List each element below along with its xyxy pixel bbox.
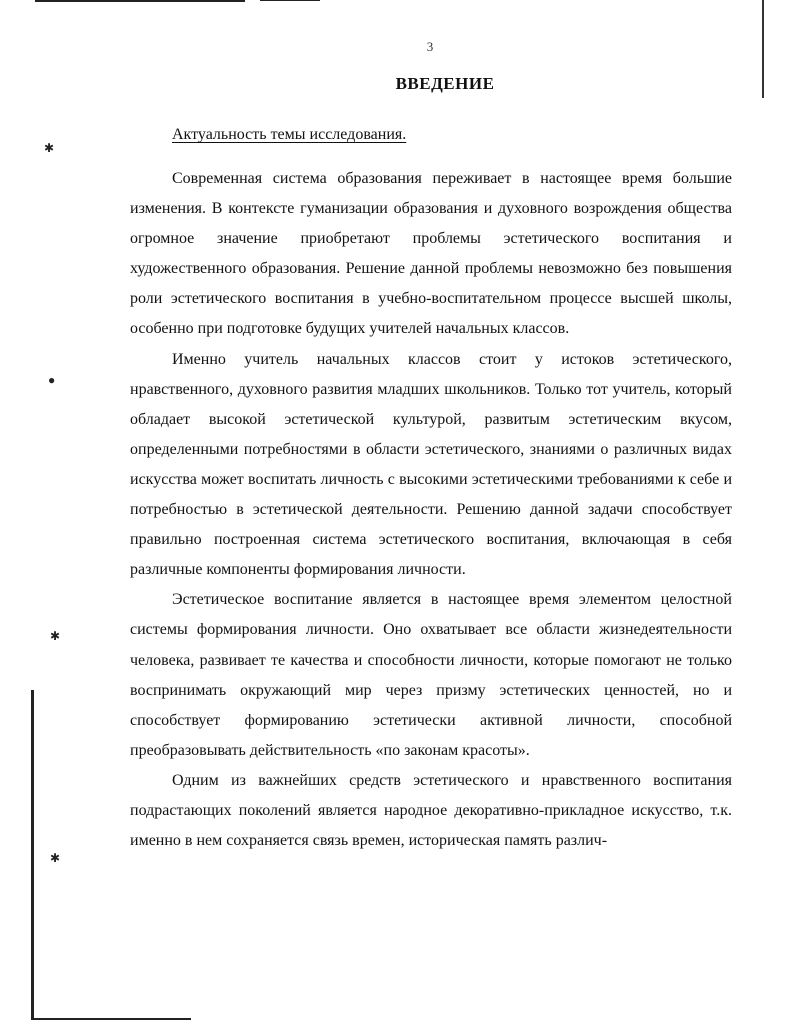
scan-speck: ✱ (50, 629, 61, 643)
body-text (130, 164, 732, 856)
paragraph: Эстетическое воспитание является в настоящее время элементом целостной системы формирования личности. Оно охватывает все области жизнедеятельности человека, развивает те качества и способности личности, которые помогают не только воспринимать окружающий мир через призму эстетических ценностей, но и способствует формированию эстетически активной личности, способной преобразовывать действительность «по законам красоты». (130, 591, 732, 759)
page-number: 3 (426, 39, 434, 54)
section-subheading: Актуальность темы исследования. (172, 126, 407, 143)
scan-artifact-top-line-short (260, 0, 320, 1)
paragraph: Именно учитель начальных классов стоит у истоков эстетического, нравственного, духовного развития младших школьников. Только тот учитель, который обладает высокой эстетической культурой, развитым эстетическим вкусом, определенными потребностями в области эстетического, знаниями о различных видах искусства может воспитать личность с высокими эстетическими требованиями к себе и потребностью в эстетической деятельности. Решению данной задачи способствует правильно построенная система эстетического воспитания, включающая в себя различные компоненты формирования личности. (130, 350, 732, 579)
page-title: ВВЕДЕНИЕ (395, 74, 495, 93)
paragraph: Современная система образования переживает в настоящее время большие изменения. В контексте гуманизации образования и духовного возрождения общества огромное значение приобретают проблемы эстетического воспитания и художественного образования. Решение данной проблемы невозможно без повышения роли эстетического воспитания в учебно-воспитательном процессе высшей школы, особенно при подготовке будущих учителей начальных классов. (130, 170, 732, 338)
scan-speck: ✱ (44, 141, 55, 155)
scan-artifact-left-edge (31, 690, 34, 1020)
scan-speck: ✱ (50, 851, 61, 865)
paragraph: Одним из важнейших средств эстетического и нравственного воспитания подрастающих поколений является народное декоративно-прикладное искусство, т.к. именно в нем сохраняется связь времен, историческая память различ- (130, 771, 732, 850)
scan-artifact-right-edge (762, 0, 764, 98)
scan-artifact-top-line (35, 0, 245, 2)
scan-artifact-bottom-edge (31, 1018, 191, 1020)
scan-speck: ● (48, 373, 56, 387)
